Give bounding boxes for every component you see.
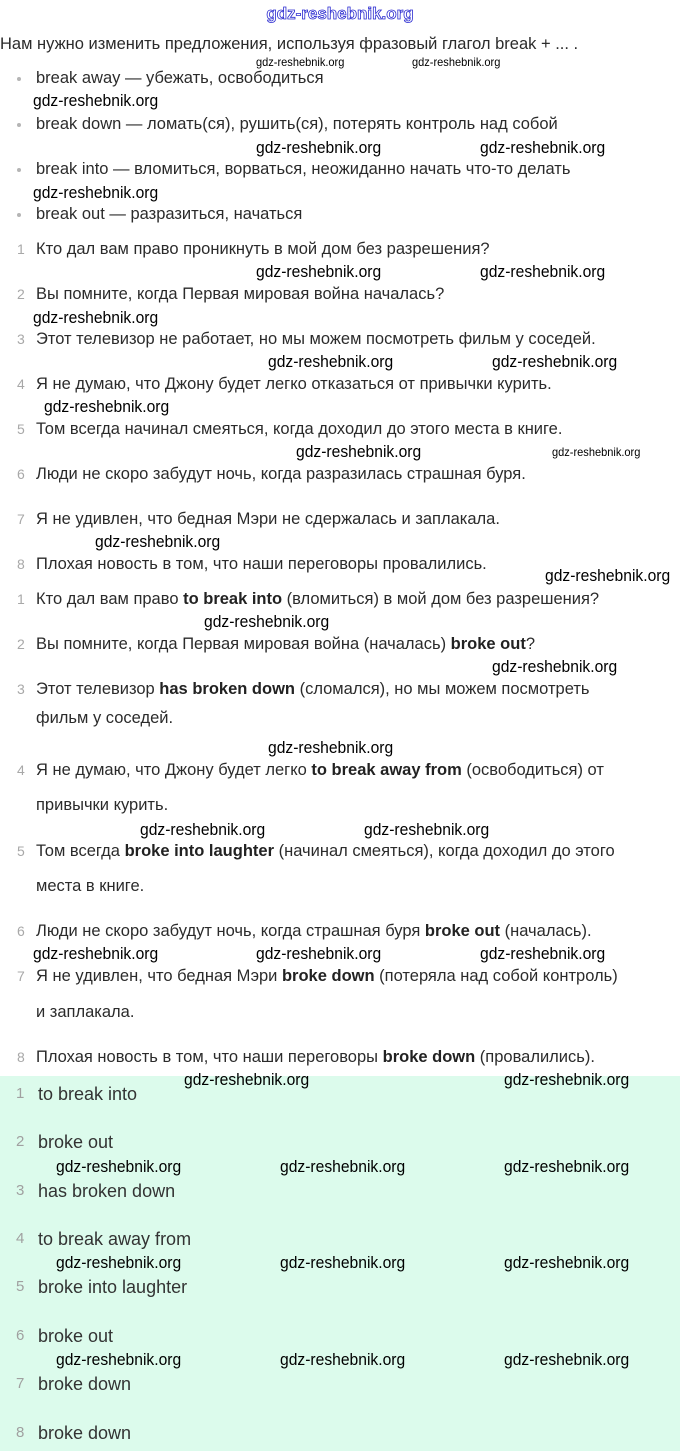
solution-text: Я не удивлен, что бедная Мэри	[36, 967, 282, 985]
solution-text: Вы помните, когда Первая мировая война (началась)	[36, 635, 451, 653]
answer-number: 3	[16, 1182, 25, 1199]
answer-item: to break away from	[38, 1229, 192, 1249]
watermark: gdz-reshebnik.org	[492, 657, 618, 676]
watermark: gdz-reshebnik.org	[33, 944, 159, 963]
watermark: gdz-reshebnik.org	[545, 566, 671, 585]
solution-text: (начинал смеяться), когда доходил до этого	[274, 842, 615, 860]
definition-item: break down — ломать(ся), рушить(ся), потерять контроль над собой	[36, 115, 558, 133]
phrasal-verb: has broken down	[159, 680, 295, 698]
solution-item	[36, 965, 618, 987]
item-number: 1	[17, 241, 25, 257]
item-number: 4	[17, 376, 25, 392]
definition-item: break into — вломиться, ворваться, неожиданно начать что-то делать	[36, 160, 571, 178]
answer-item: to break into	[38, 1084, 138, 1104]
solution-continuation: привычки курить.	[36, 796, 169, 814]
watermark: gdz-reshebnik.org	[480, 944, 606, 963]
watermark: gdz-reshebnik.org	[95, 532, 221, 551]
answer-item: broke out	[38, 1326, 114, 1346]
watermark: gdz-reshebnik.org	[33, 183, 159, 202]
sentence-item: Этот телевизор не работает, но мы можем посмотреть фильм у соседей.	[36, 330, 596, 348]
watermark: gdz-reshebnik.org	[552, 445, 641, 459]
sentence-item: Люди не скоро забудут ночь, когда разразилась страшная буря.	[36, 465, 526, 483]
solution-item	[36, 633, 535, 655]
solution-item	[36, 920, 592, 942]
solution-text: Этот телевизор	[36, 680, 160, 698]
sentence-item: Том всегда начинал смеяться, когда доходил до этого места в книге.	[36, 420, 563, 438]
item-number: 6	[17, 466, 25, 482]
item-number: 7	[17, 968, 25, 984]
watermark: gdz-reshebnik.org	[44, 397, 170, 416]
watermark: gdz-reshebnik.org	[256, 944, 382, 963]
watermark: gdz-reshebnik.org	[504, 1070, 630, 1089]
item-number: 6	[17, 923, 25, 939]
solution-item	[36, 840, 615, 862]
item-number: 8	[17, 1049, 25, 1065]
bullet-icon	[17, 67, 23, 89]
solution-continuation: места в книге.	[36, 877, 145, 895]
solution-text: Кто дал вам право	[36, 590, 184, 608]
solution-text: Том всегда	[36, 842, 125, 860]
definition-item: break out — разразиться, начаться	[36, 205, 303, 223]
watermark: gdz-reshebnik.org	[280, 1157, 406, 1176]
watermark: gdz-reshebnik.org	[280, 1253, 406, 1272]
watermark: gdz-reshebnik.org	[256, 262, 382, 281]
watermark: gdz-reshebnik.org	[266, 4, 414, 23]
phrasal-verb: broke down	[281, 967, 375, 985]
watermark: gdz-reshebnik.org	[480, 138, 606, 157]
watermark: gdz-reshebnik.org	[33, 308, 159, 327]
solution-continuation: и заплакала.	[36, 1003, 135, 1021]
watermark: gdz-reshebnik.org	[492, 352, 618, 371]
bullet-icon	[17, 158, 23, 180]
watermark: gdz-reshebnik.org	[268, 352, 394, 371]
watermark: gdz-reshebnik.org	[364, 820, 490, 839]
sentence-item: Плохая новость в том, что наши переговоры провалились.	[36, 555, 487, 573]
bullet-icon	[17, 113, 23, 135]
answer-item: broke out	[38, 1132, 114, 1152]
answer-number: 8	[16, 1424, 25, 1441]
solution-item	[36, 759, 604, 781]
solution-text: (потеряла над собой контроль)	[374, 967, 618, 985]
watermark: gdz-reshebnik.org	[268, 738, 394, 757]
answer-number: 7	[16, 1375, 25, 1392]
answer-number: 4	[16, 1230, 25, 1247]
definition-item: break away — убежать, освободиться	[36, 69, 324, 87]
intro-text: Нам нужно изменить предложения, используя фразовый глагол break + ... .	[0, 35, 579, 53]
answer-number: 6	[16, 1327, 25, 1344]
watermark: gdz-reshebnik.org	[256, 138, 382, 157]
item-number: 1	[17, 591, 25, 607]
solution-continuation: фильм у соседей.	[36, 709, 174, 727]
watermark: gdz-reshebnik.org	[33, 91, 159, 110]
phrasal-verb: broke out	[424, 922, 501, 940]
item-number: 5	[17, 421, 25, 437]
watermark: gdz-reshebnik.org	[204, 612, 330, 631]
answer-item: broke into laughter	[38, 1277, 188, 1297]
sentence-item: Я не удивлен, что бедная Мэри не сдержалась и заплакала.	[36, 510, 500, 528]
solution-text: (сломался), но мы можем посмотреть	[294, 680, 590, 698]
solution-text: Плохая новость в том, что наши переговоры	[36, 1048, 383, 1066]
answer-number: 2	[16, 1133, 25, 1150]
watermark: gdz-reshebnik.org	[56, 1253, 182, 1272]
watermark: gdz-reshebnik.org	[280, 1350, 406, 1369]
solution-text: Люди не скоро забудут ночь, когда страшная буря	[36, 922, 425, 940]
bullet-icon	[17, 203, 23, 225]
watermark: gdz-reshebnik.org	[412, 55, 501, 69]
watermark: gdz-reshebnik.org	[56, 1350, 182, 1369]
solution-item	[36, 678, 589, 700]
answer-item: has broken down	[38, 1181, 176, 1201]
phrasal-verb: to break into	[183, 590, 283, 608]
watermark: gdz-reshebnik.org	[184, 1070, 310, 1089]
solution-text: (освободиться) от	[461, 761, 604, 779]
watermark: gdz-reshebnik.org	[296, 442, 422, 461]
watermark: gdz-reshebnik.org	[504, 1157, 630, 1176]
phrasal-verb: broke down	[382, 1048, 476, 1066]
phrasal-verb: to break away from	[311, 761, 462, 779]
sentence-item: Вы помните, когда Первая мировая война началась?	[36, 285, 445, 303]
watermark: gdz-reshebnik.org	[256, 55, 345, 69]
watermark: gdz-reshebnik.org	[504, 1350, 630, 1369]
watermark: gdz-reshebnik.org	[480, 262, 606, 281]
watermark: gdz-reshebnik.org	[56, 1157, 182, 1176]
item-number: 3	[17, 331, 25, 347]
item-number: 5	[17, 843, 25, 859]
answer-item: broke down	[38, 1374, 132, 1394]
item-number: 2	[17, 636, 25, 652]
watermark: gdz-reshebnik.org	[504, 1253, 630, 1272]
solution-text: (вломиться) в мой дом без разрешения?	[282, 590, 600, 608]
sentence-item: Кто дал вам право проникнуть в мой дом без разрешения?	[36, 240, 490, 258]
solution-text: (провалились).	[475, 1048, 595, 1066]
item-number: 3	[17, 681, 25, 697]
solution-item	[36, 588, 599, 610]
answer-number: 5	[16, 1278, 25, 1295]
item-number: 2	[17, 286, 25, 302]
answer-item: broke down	[38, 1423, 132, 1443]
phrasal-verb: broke into laughter	[124, 842, 275, 860]
solution-text: (началась).	[500, 922, 592, 940]
answer-number: 1	[16, 1085, 25, 1102]
sentence-item: Я не думаю, что Джону будет легко отказаться от привычки курить.	[36, 375, 552, 393]
item-number: 7	[17, 511, 25, 527]
solution-text: Я не думаю, что Джону будет легко	[36, 761, 312, 779]
item-number: 8	[17, 556, 25, 572]
solution-item	[36, 1046, 595, 1068]
phrasal-verb: broke out	[450, 635, 526, 653]
item-number: 4	[17, 762, 25, 778]
watermark: gdz-reshebnik.org	[140, 820, 266, 839]
solution-text: ?	[525, 635, 536, 653]
